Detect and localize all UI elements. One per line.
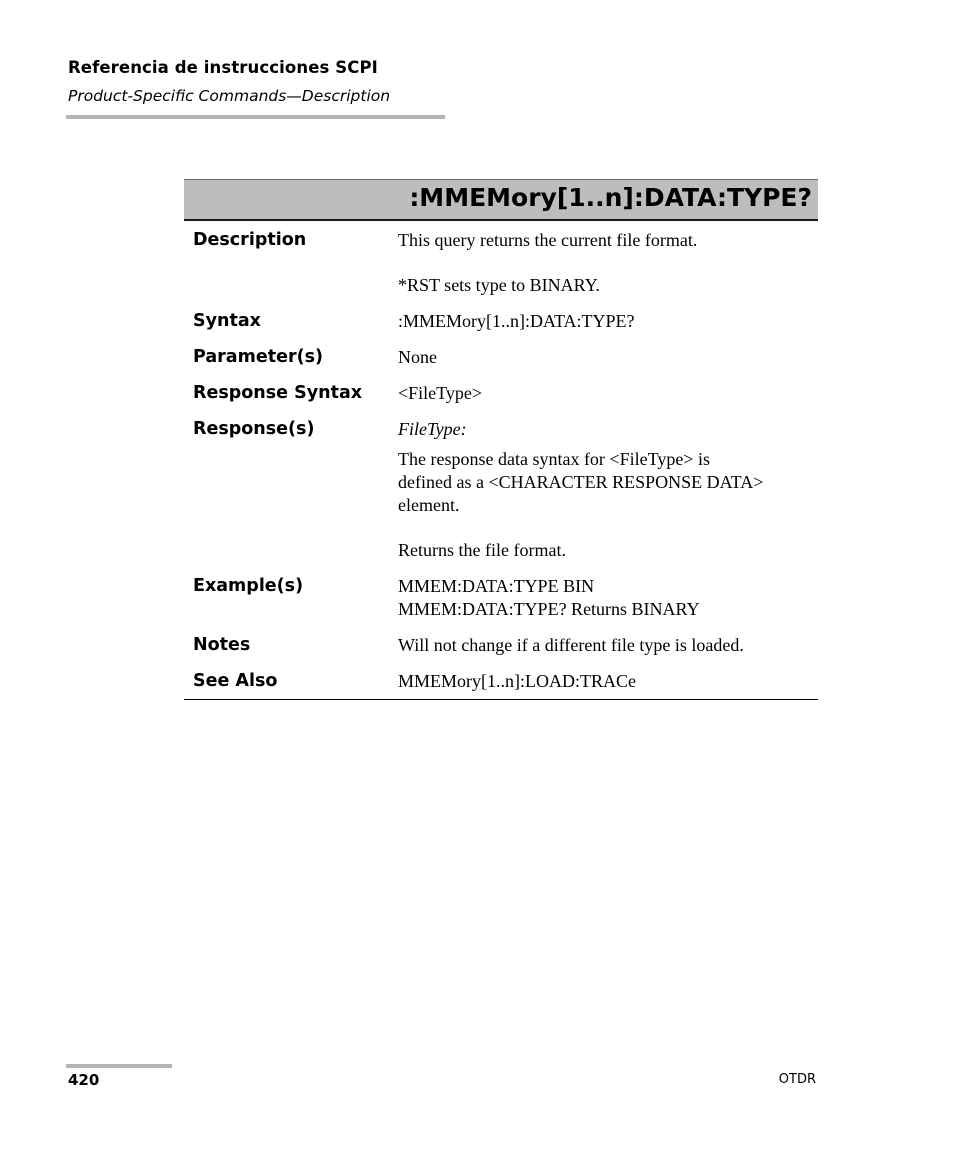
running-header-subtitle: Product-Specific Commands—Description (68, 87, 391, 105)
footer-divider (66, 1064, 172, 1068)
notes-label: Notes (193, 635, 251, 655)
responses-text-3: element. (398, 495, 460, 515)
responses-name: FileType: (398, 419, 467, 439)
examples-text-1: MMEM:DATA:TYPE BIN (398, 576, 595, 596)
syntax-label: Syntax (193, 311, 261, 331)
description-text-2: *RST sets type to BINARY. (398, 275, 600, 295)
table-bottom-rule (184, 699, 818, 700)
syntax-value: :MMEMory[1..n]:DATA:TYPE? (398, 311, 635, 331)
product-name: OTDR (778, 1072, 816, 1087)
description-text-1: This query returns the current file format. (398, 230, 698, 250)
see-also-value: MMEMory[1..n]:LOAD:TRACe (398, 671, 636, 691)
examples-label: Example(s) (193, 576, 304, 596)
responses-text-4: Returns the file format. (398, 540, 566, 560)
notes-value: Will not change if a different file type is loaded. (398, 635, 744, 655)
responses-label: Response(s) (193, 419, 315, 439)
command-title: :MMEMory[1..n]:DATA:TYPE? (409, 183, 812, 212)
header-divider (66, 115, 445, 119)
parameters-label: Parameter(s) (193, 347, 323, 367)
responses-text-1: The response data syntax for <FileType> is (398, 449, 710, 469)
parameters-value: None (398, 347, 437, 367)
response-syntax-label: Response Syntax (193, 383, 363, 403)
page-number: 420 (68, 1071, 100, 1089)
description-label: Description (193, 230, 307, 250)
examples-text-2: MMEM:DATA:TYPE? Returns BINARY (398, 599, 700, 619)
running-header-title: Referencia de instrucciones SCPI (68, 58, 378, 77)
see-also-label: See Also (193, 671, 278, 691)
responses-text-2: defined as a <CHARACTER RESPONSE DATA> (398, 472, 764, 492)
response-syntax-value: <FileType> (398, 383, 483, 403)
command-banner (184, 179, 818, 221)
